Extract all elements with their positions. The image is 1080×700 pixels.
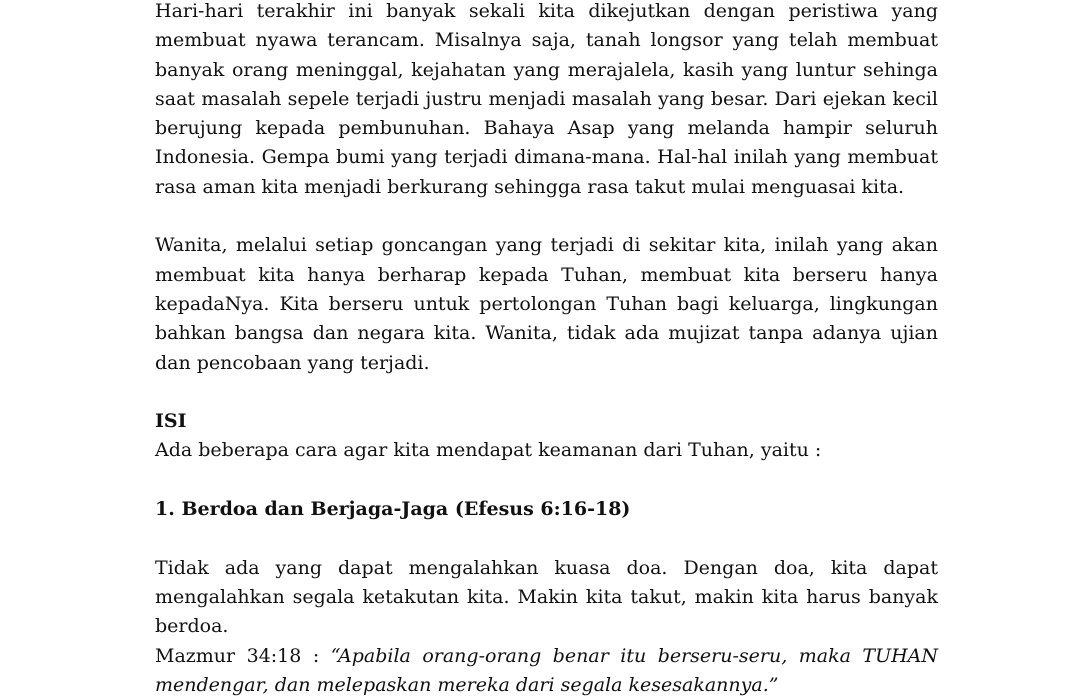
paragraph-spacer: [155, 202, 938, 231]
point-1-body: Tidak ada yang dapat mengalahkan kuasa doa. Dengan doa, kita dapat mengalahkan segala ketakutan kita. Makin kita takut, makin kita harus banyak berdoa.: [155, 556, 938, 638]
point-1-heading: 1. Berdoa dan Berjaga-Jaga (Efesus 6:16-18): [155, 498, 631, 521]
paragraph-spacer: [155, 378, 938, 407]
wanita-paragraph: Wanita, melalui setiap goncangan yang terjadi di sekitar kita, inilah yang akan membuat kita hanya berharap kepada Tuhan, membuat kita berseru hanya kepadaNya. Kita berseru untuk pertolongan Tuhan bagi keluarga, lingkungan bahkan bangsa dan negara kita. Wanita, tidak ada mujizat tanpa adanya ujian dan pencobaan yang terjadi.: [155, 234, 938, 374]
verse-quote: [155, 642, 938, 700]
paragraph-spacer: [155, 466, 938, 495]
section-lead: Ada beberapa cara agar kita mendapat keamanan dari Tuhan, yaitu :: [155, 439, 822, 462]
paragraph-spacer: [155, 524, 938, 553]
intro-paragraph: Hari-hari terakhir ini banyak sekali kita dikejutkan dengan peristiwa yang membuat nyawa terancam. Misalnya saja, tanah longsor yang telah membuat banyak orang meninggal, kejahatan yang merajalela, kasih yang luntur sehinga saat masalah sepele terjadi justru menjadi masalah yang besar. Dari ejekan kecil berujung kepada pembunuhan. Bahaya Asap yang melanda hampir seluruh Indonesia. Gempa bumi yang terjadi dimana-mana. Hal-hal inilah yang membuat rasa aman kita menjadi berkurang sehingga rasa takut mulai menguasai kita.: [155, 0, 938, 198]
verse-reference: Mazmur 34:18 :: [155, 644, 331, 667]
section-heading: ISI: [155, 410, 187, 433]
verse-text: “Apabila orang-orang benar itu berseru-seru, maka TUHAN mendengar, dan melepaskan mereka dari segala kesesakannya.”: [155, 644, 939, 696]
document-page: [155, 0, 938, 700]
